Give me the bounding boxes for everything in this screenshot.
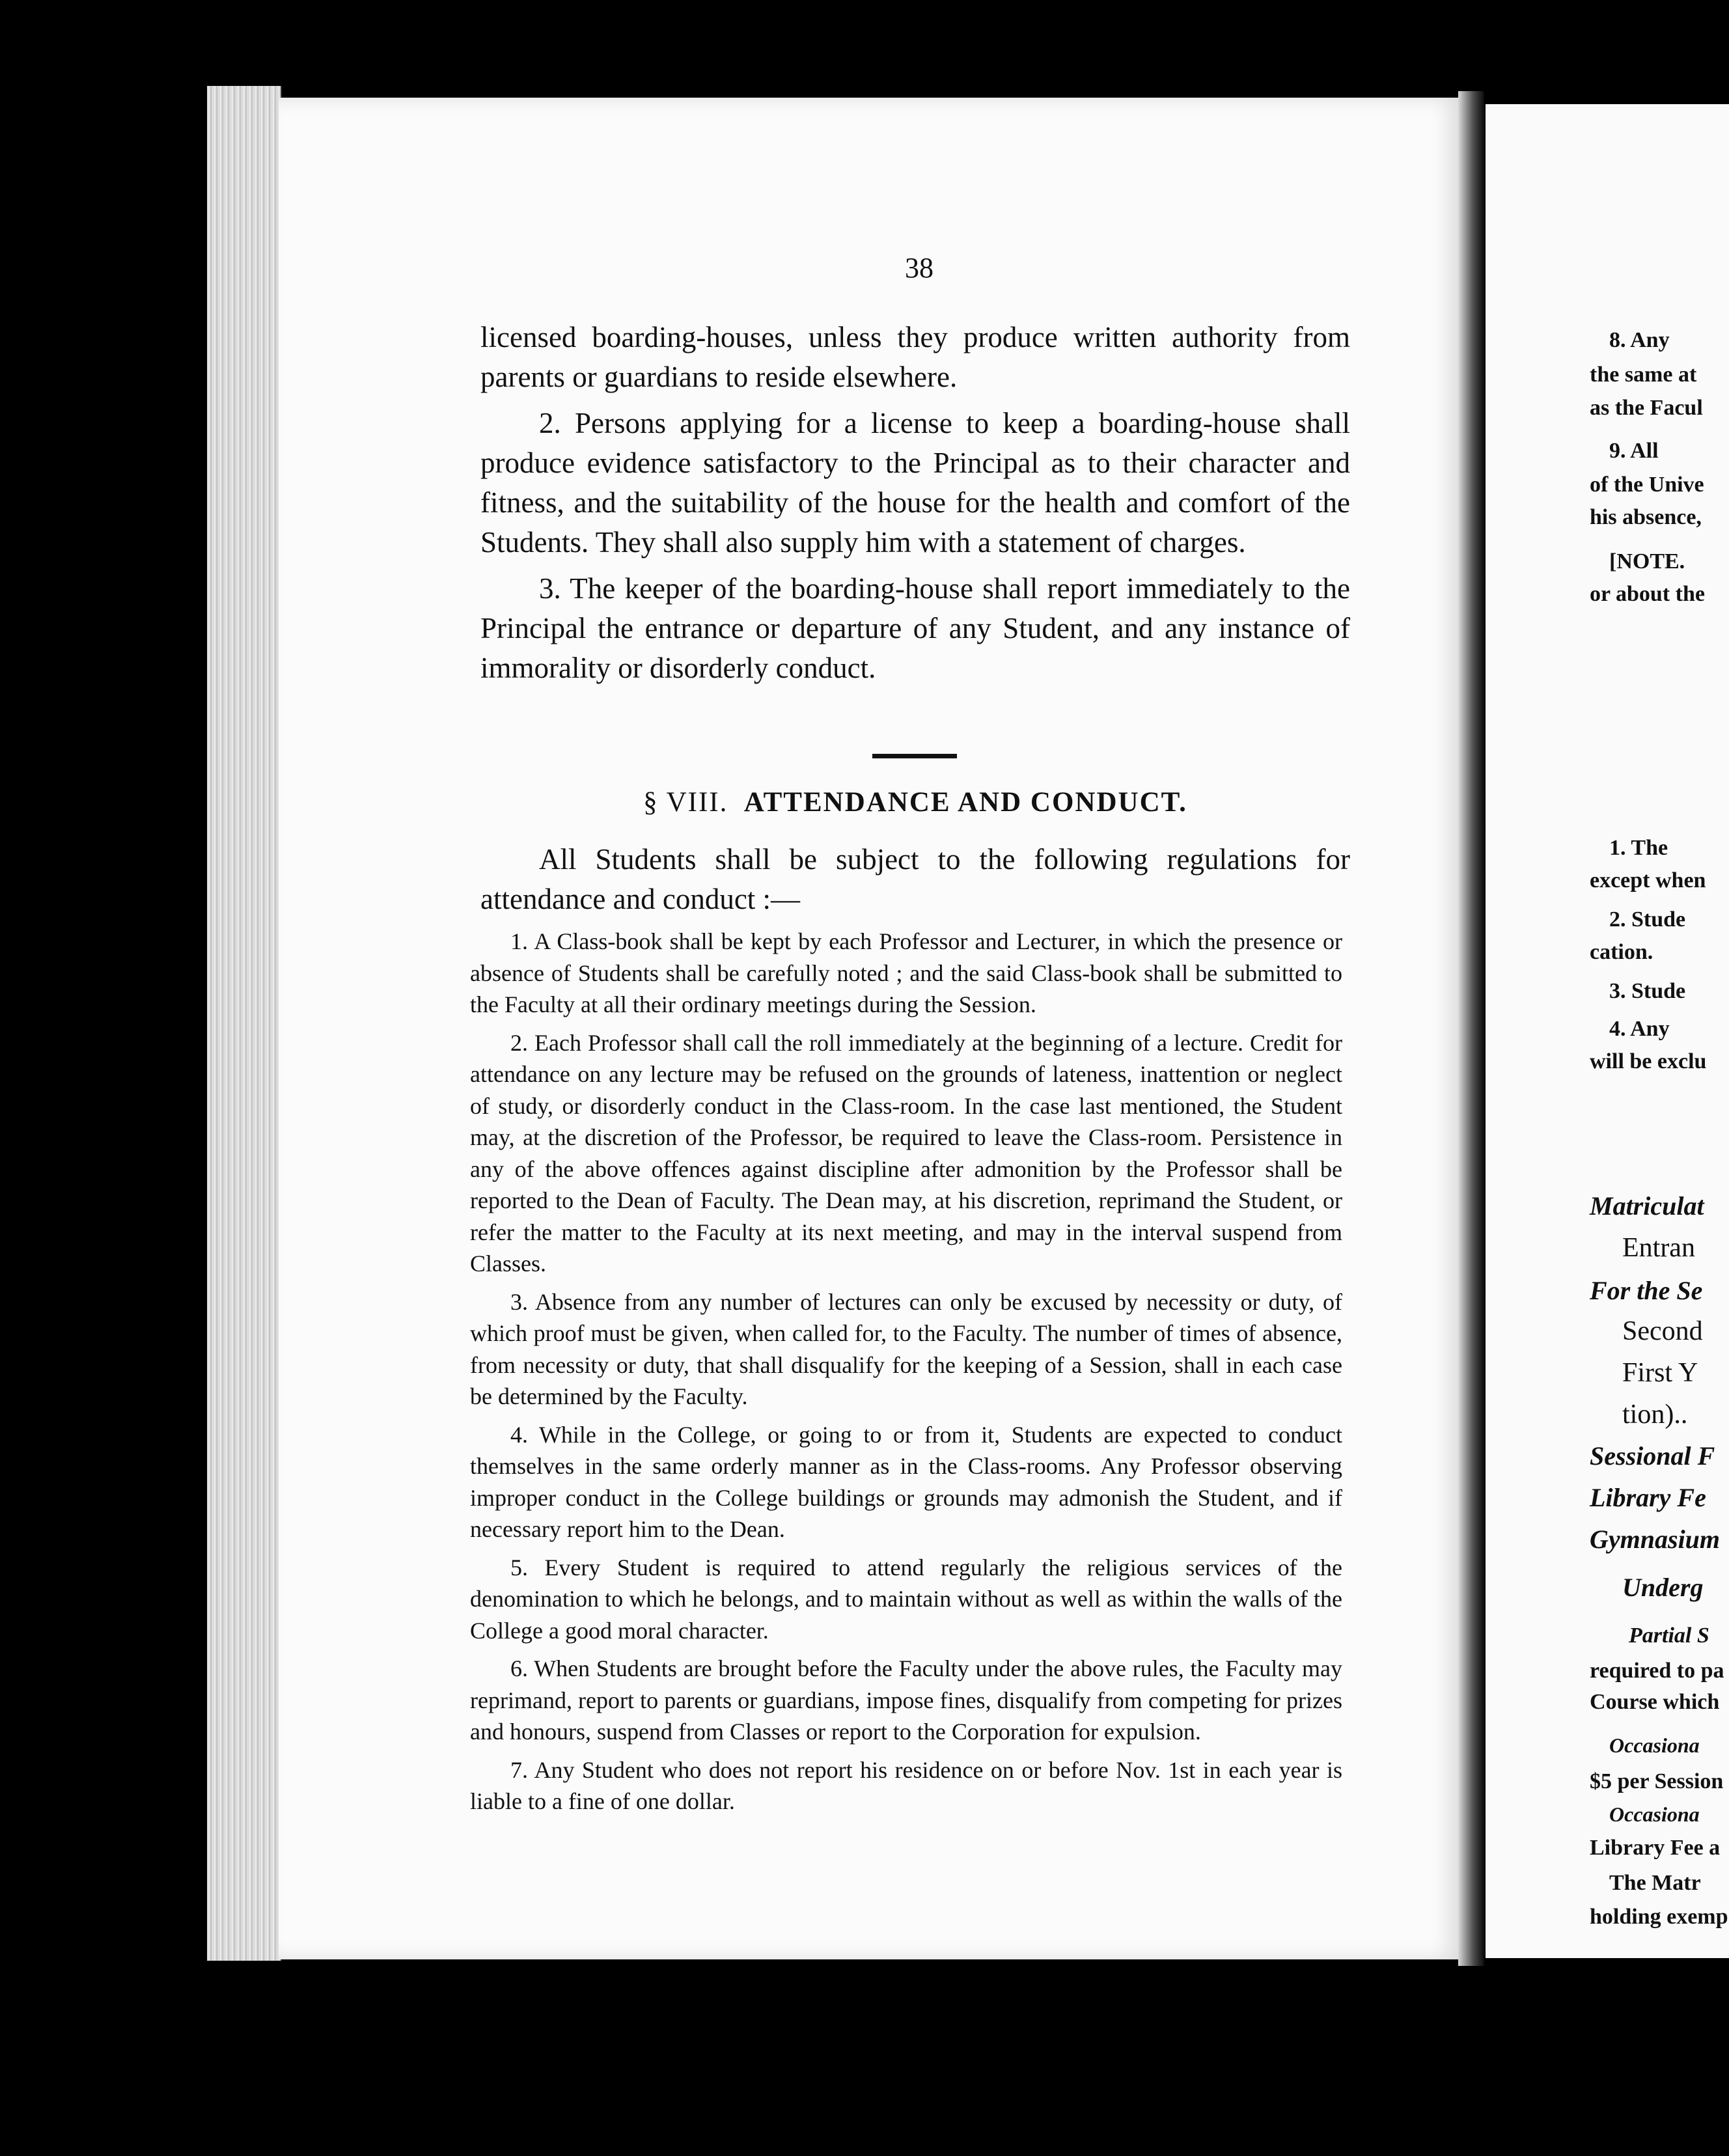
right-fragment: tion).. — [1622, 1400, 1688, 1430]
right-fragment: except when — [1590, 868, 1706, 892]
right-fragment: Library Fe — [1590, 1483, 1706, 1512]
right-fragment: Occasiona — [1609, 1734, 1700, 1757]
right-fragment: of the Unive — [1590, 473, 1704, 497]
right-fragment: [NOTE. — [1609, 549, 1685, 574]
right-fragment: 3. Stude — [1609, 979, 1686, 1003]
right-fragment: Underg — [1622, 1573, 1704, 1602]
rule-item: 6. When Students are brought before the Faculty under the above rules, the Faculty may reprimand, report to parents or guardians, impose fines, disqualify from competing for prizes and honours, suspend from Classes or report to the Corporation for expulsion. — [470, 1655, 1342, 1745]
section-heading — [480, 786, 1350, 818]
rule-item: 5. Every Student is required to attend regularly the religious services of the denomination to which he belongs, and to maintain without as well as within the walls of the College a good moral character. — [470, 1554, 1342, 1644]
rule-item: 1. A Class-book shall be kept by each Professor and Lecturer, in which the presence or absence of Students shall be carefully noted ; and the said Class-book shall be submitted to the Faculty at all their ordinary meetings during the Session. — [470, 928, 1342, 1017]
right-fragment: $5 per Session — [1590, 1769, 1724, 1793]
right-fragment: cation. — [1590, 940, 1653, 964]
right-fragment: or about the — [1590, 582, 1705, 606]
right-fragment: Course which — [1590, 1690, 1720, 1714]
right-fragment: will be exclu — [1590, 1049, 1707, 1073]
rule-item: 4. While in the College, or going to or from it, Students are expected to conduct themselves in the same orderly manner as in the Class-rooms. Any Professor observing improper conduct in the College buildings or grounds may admonish the Student, and if necessary report him to the Dean. — [470, 1421, 1342, 1542]
rule-item: 2. Each Professor shall call the roll immediately at the beginning of a lecture. Credit for attendance on any lecture may be refused on the grounds of lateness, inattention or neglect of study, or disorderly conduct in the Class-room. In the case last mentioned, the Student may, at the discretion of the Professor, be required to leave the Class-room. Persistence in any of the above offences against discipline after admonition by the Professor shall be reported to the Dean of Faculty. The Dean may, at his discretion, reprimand the Student, or refer the matter to the Faculty at its next meeting, and may in the interval suspend from Classes. — [470, 1029, 1342, 1277]
right-fragment: Entran — [1622, 1233, 1695, 1263]
right-fragment: Sessional F — [1590, 1441, 1715, 1471]
right-fragment: 1. The — [1609, 836, 1668, 860]
right-fragment: 8. Any — [1609, 328, 1670, 352]
right-fragment: 2. Stude — [1609, 907, 1686, 932]
rule-item: 3. Absence from any number of lectures can only be excused by necessity or duty, of which proof must be given, when called for, to the Faculty. The number of times of absence, from necessity or duty, that shall disqualify for the keeping of a Session, shall in each case be determined by the Faculty. — [470, 1288, 1342, 1409]
page-edges — [207, 86, 281, 1961]
paragraph-rule-3: 3. The keeper of the boarding-house shall report immediately to the Principal the entrance or departure of any Student, and any instance of immorality or disorderly conduct. — [480, 572, 1350, 684]
right-page — [1486, 104, 1729, 1958]
page-number: 38 — [905, 252, 934, 284]
right-fragment: holding exemp — [1590, 1905, 1728, 1929]
right-fragment: as the Facul — [1590, 396, 1703, 420]
right-fragment: Gymnasium — [1590, 1525, 1721, 1554]
right-fragment: Partial S — [1629, 1624, 1709, 1648]
right-fragment: Second — [1622, 1316, 1703, 1346]
rule-item: 7. Any Student who does not report his residence on or before Nov. 1st in each year is liable to a fine of one dollar. — [470, 1756, 1342, 1814]
right-fragment: The Matr — [1609, 1871, 1701, 1895]
right-fragment: 4. Any — [1609, 1017, 1670, 1041]
right-fragment: the same at — [1590, 363, 1697, 387]
book-gutter — [1458, 91, 1484, 1966]
rules-list — [470, 926, 1342, 1824]
right-fragment: Matriculat — [1590, 1191, 1704, 1221]
right-fragment: For the Se — [1590, 1276, 1703, 1305]
paragraph-continuation: licensed boarding-houses, unless they produce written authority from parents or guardians to reside elsewhere. — [480, 321, 1350, 393]
right-fragment: required to pa — [1590, 1659, 1724, 1683]
intro-paragraph: All Students shall be subject to the following regulations for attendance and conduct :— — [480, 843, 1350, 915]
section-title: ATTENDANCE AND CONDUCT. — [743, 787, 1187, 818]
top-section — [480, 318, 1350, 695]
paragraph-rule-2: 2. Persons applying for a license to keep a boarding-house shall produce evidence satisfactory to the Principal as to their character and fitness, and the suitability of the house for the health and comfort of the Students. They shall also supply him with a statement of charges. — [480, 407, 1350, 559]
section-number: § VIII. — [643, 787, 728, 818]
right-fragment: his absence, — [1590, 505, 1702, 529]
right-fragment: Library Fee a — [1590, 1836, 1721, 1860]
section-divider — [872, 754, 957, 758]
intro-block — [480, 840, 1350, 926]
right-fragment: First Y — [1622, 1358, 1698, 1388]
right-fragment: 9. All — [1609, 439, 1659, 463]
right-fragment: Occasiona — [1609, 1803, 1700, 1826]
